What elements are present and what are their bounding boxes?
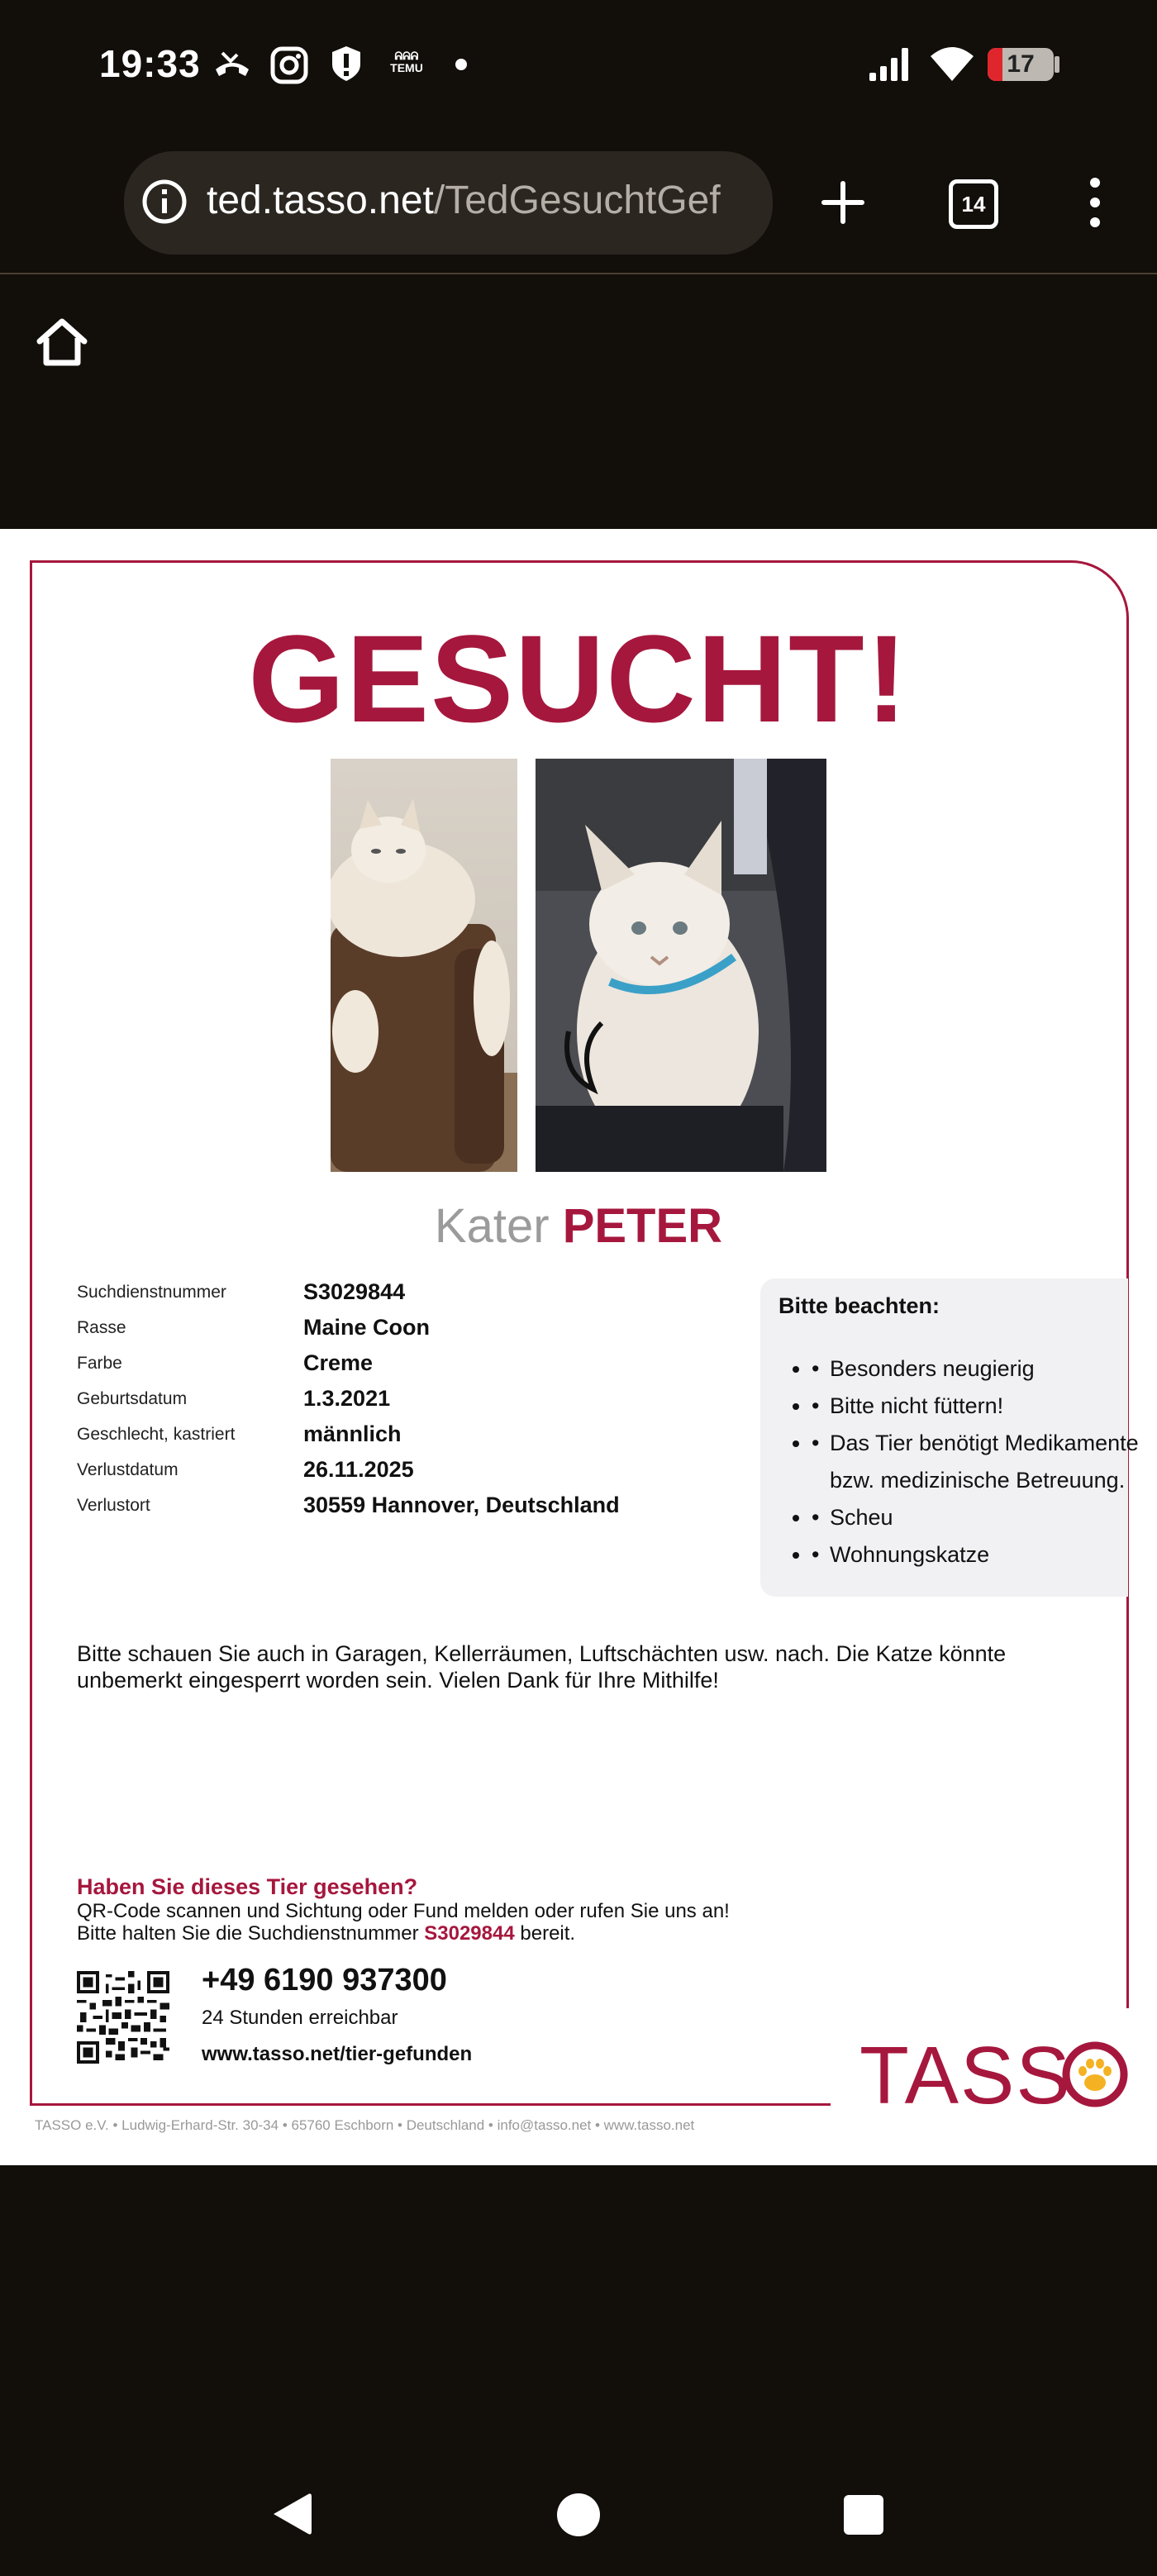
home-icon[interactable]: [35, 317, 89, 368]
battery-tip: [1055, 56, 1059, 73]
home-button-icon[interactable]: [556, 2493, 601, 2537]
notice-item: • • Scheu: [812, 1499, 1150, 1536]
more-menu-icon[interactable]: [1083, 175, 1107, 230]
pet-name: PETER: [562, 1199, 723, 1253]
battery-icon: 17: [988, 48, 1054, 81]
signal-icon: [868, 46, 914, 83]
paw-icon: [1060, 2040, 1130, 2109]
poster-title: GESUCHT!: [248, 609, 909, 748]
notice-item: • • Besonders neugierig: [812, 1350, 1150, 1388]
phone-number[interactable]: +49 6190 937300: [202, 1963, 447, 1997]
info-icon[interactable]: [140, 178, 188, 226]
toolbar-divider: [0, 273, 1157, 274]
cat-photo-1: [331, 759, 517, 1172]
qr-code[interactable]: [77, 1971, 169, 2064]
notice-title: Bitte beachten:: [778, 1293, 940, 1318]
seen-heading: Haben Sie dieses Tier gesehen?: [77, 1874, 418, 1899]
seen-instructions: QR-Code scannen und Sichtung oder Fund melden oder rufen Sie uns an! Bitte halten Sie die Suchdienstnummer S3029844 bereit.: [77, 1900, 730, 1945]
cat-photo-2: [536, 759, 826, 1172]
wifi-icon: [929, 45, 975, 83]
new-tab-icon[interactable]: [821, 180, 865, 225]
url-text[interactable]: ted.tasso.net/TedGesuchtGef: [207, 179, 721, 222]
status-bar: [0, 0, 1157, 132]
recents-icon[interactable]: [843, 2494, 884, 2536]
instagram-icon: [269, 45, 310, 86]
back-icon[interactable]: [269, 2489, 315, 2539]
notice-item: • • Das Tier benötigt Medikamente bzw. medizinische Betreuung.: [812, 1425, 1150, 1499]
notice-item: • • Wohnungskatze: [812, 1536, 1150, 1574]
tasso-logo: TASS: [859, 2030, 1072, 2121]
poster-footer: TASSO e.V. • Ludwig-Erhard-Str. 30-34 • 65760 Eschborn • Deutschland • info@tasso.net • www.tasso.net: [35, 2117, 695, 2133]
temu-icon: ᕱᕱᕱ TEMU: [390, 50, 423, 74]
availability-text: 24 Stunden erreichbar: [202, 2007, 398, 2029]
search-advice-text: Bitte schauen Sie auch in Garagen, Kellerräumen, Luftschächten usw. nach. Die Katze könnte unbemerkt eingesperrt worden sein. Vielen Dank für Ihre Mithilfe!: [77, 1641, 1007, 1693]
pet-name-heading: [0, 1198, 1157, 1254]
website-link[interactable]: www.tasso.net/tier-gefunden: [202, 2043, 473, 2065]
notice-list: [778, 1350, 1150, 1574]
tab-count-button[interactable]: 14: [949, 179, 998, 229]
status-time: 19:33: [99, 42, 201, 85]
notice-item: • • Bitte nicht füttern!: [812, 1388, 1150, 1425]
missed-call-icon: [211, 45, 254, 88]
navigation-bar: [0, 2446, 1157, 2576]
dot-icon: [455, 58, 468, 71]
pet-kind: Kater: [434, 1199, 550, 1253]
alert-icon: [327, 45, 365, 83]
